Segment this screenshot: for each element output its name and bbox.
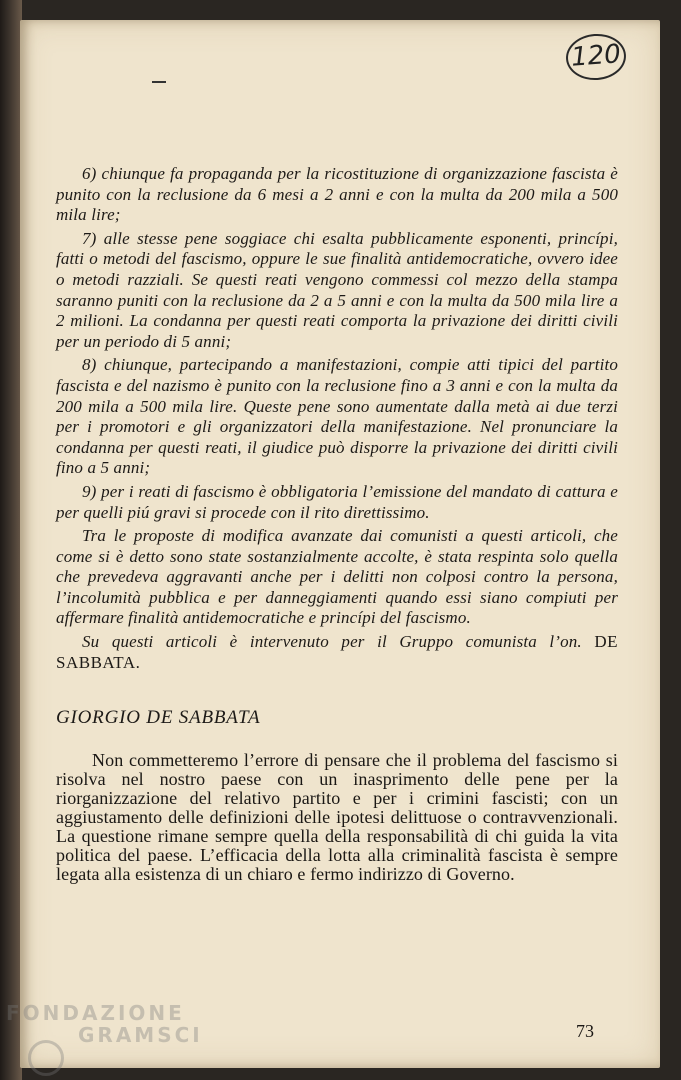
paragraph-item-6: 6) chiunque fa propaganda per la ricostituzione di organizzazione fascista è punito con la reclusione da 6 mesi a 2 anni e con la multa da 200 mila a 500 mila lire; xyxy=(56,164,618,225)
watermark xyxy=(6,1002,203,1046)
intervention-name: DE SABBATA. xyxy=(56,632,618,672)
handwritten-page-number: 120 xyxy=(564,32,627,82)
watermark-line-2: GRAMSCI xyxy=(78,1023,203,1047)
paragraph-item-9: 9) per i reati di fascismo è obbligatoria l’emissione del mandato di cattura e per quelli piú gravi si procede con il rito direttissimo. xyxy=(56,481,618,522)
watermark-logo-icon xyxy=(28,1040,64,1076)
paragraph-intervention xyxy=(56,632,618,673)
speaker-heading: GIORGIO DE SABBATA xyxy=(56,707,261,729)
paragraph-item-8: 8) chiunque, partecipando a manifestazioni, compie atti tipici del partito fascista e del nazismo è punito con la reclusione fino a 3 anni e con la multa da 200 mila a 500 mila lire. Queste pene sono aumentate dalla metà ai due terzi per i promotori e gli organizzatori della manifestazione. Nel pronunciare la condanna per questi reati, il giudice può disporre la privazione dei diritti civili fino a 5 anni; xyxy=(56,355,618,478)
book-page xyxy=(20,20,660,1068)
paragraph-amendments: Tra le proposte di modifica avanzate dai comunisti a questi articoli, che come si è detto sono state sostanzialmente accolte, è stata respinta solo quella che prevedeva aggravanti anche per i delitti non colposi contro la persona, l’incolumità pubblica e per danneggiamenti quando essi siano compiuti per affermare finalità antidemocratiche e princípi del fascismo. xyxy=(56,526,618,628)
intervention-text: Su questi articoli è intervenuto per il Gruppo comunista l’on. xyxy=(82,632,582,652)
paragraph-item-7: 7) alle stesse pene soggiace chi esalta pubblicamente esponenti, princípi, fatti o metodi del fascismo, oppure le sue finalità antidemocratiche, ovvero idee o metodi razziali. Se questi reati vengono commessi col mezzo della stampa saranno puniti con la reclusione da 2 a 5 anni e con la multa da 500 mila lire a 2 milioni. La condanna per questi reati comporta la privazione dei diritti civili per un periodo di 5 anni; xyxy=(56,228,618,351)
page-content xyxy=(56,164,618,884)
watermark-line-1: FONDAZIONE xyxy=(6,1001,185,1025)
book-spine-shadow xyxy=(0,0,22,1080)
page-number: 73 xyxy=(576,1021,594,1041)
pencil-mark xyxy=(152,81,166,83)
speech-paragraph: Non commetteremo l’errore di pensare che il problema del fascismo si risolva nel nostro paese con un inasprimento delle pene per la riorganizzazione del relativo partito e per i crimini fascisti; con un aggiustamento delle definizioni delle ipotesi delittuose o contravvenzionali. La questione rimane sempre quella della responsabilità di chi guida la vita politica del paese. L’efficacia della lotta alla criminalità fascista è sempre legata alla esistenza di un chiaro e fermo indirizzo di Governo. xyxy=(56,750,618,885)
